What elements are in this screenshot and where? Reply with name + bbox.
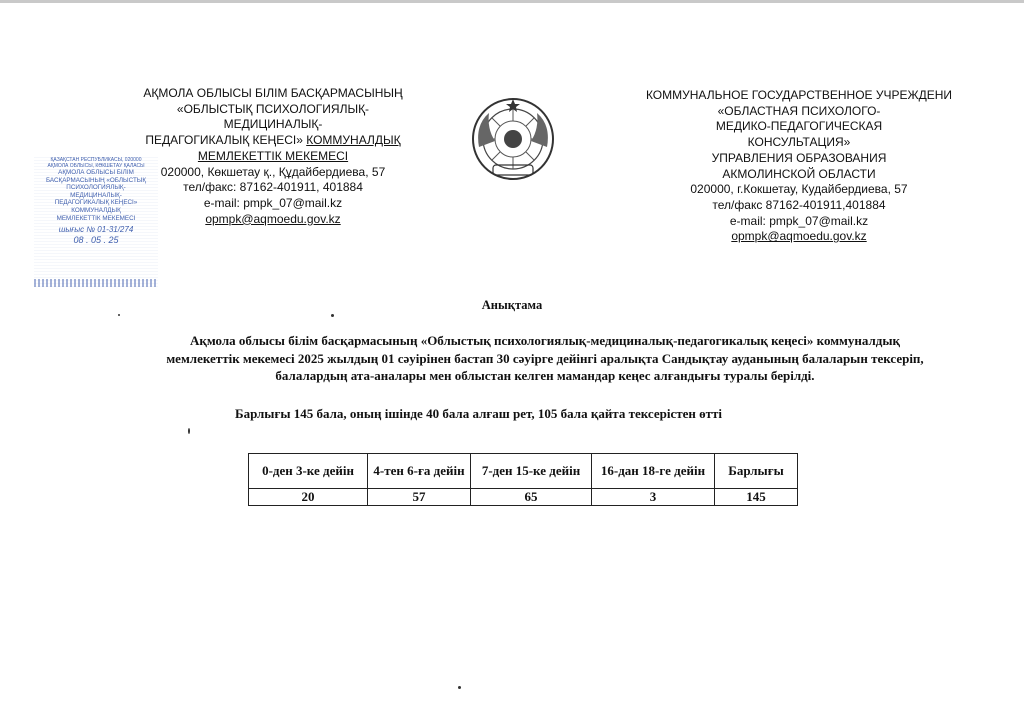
header-kz-phone: тел/факс: 87162-401911, 401884 — [183, 180, 363, 195]
col-header-4-6: 4-тен 6-ға дейін — [368, 454, 471, 489]
summary-text: Барлығы 145 бала, оның ішінде 40 бала алғаш рет, 105 бала қайта тексерістен өтті — [235, 406, 723, 421]
col-header-total: Барлығы — [715, 454, 798, 489]
header-kz-line4 — [128, 133, 418, 149]
age-stats-table — [248, 453, 798, 506]
paragraph-line2: мемлекеттік мекемесі 2025 жылдың 01 сәуірінен бастап 30 сәуірге дейінгі аралықта Сандықтау ауданының балаларын тексеріп, — [166, 350, 924, 366]
cell-16-18: 3 — [592, 489, 715, 506]
stamp-line3: АҚМОЛА ОБЛЫСЫ БІЛІМ — [58, 169, 134, 176]
table-header-row — [249, 454, 798, 489]
stamp-line7: ПЕДАГОГИКАЛЫҚ КЕҢЕСІ» — [54, 199, 138, 207]
stamp-line6: МЕДИЦИНАЛЫҚ- — [70, 191, 122, 199]
paragraph-line1: Ақмола облысы білім басқармасының «Облыстық психологиялық-медициналық-педагогикалық кеңесі» коммуналдық — [189, 333, 901, 348]
stamp-line4: БАСҚАРМАСЫНЫҢ «ОБЛЫСТЫҚ — [45, 176, 147, 184]
header-ru-email: e-mail: pmpk_07@mail.kz — [729, 213, 869, 228]
cell-7-15: 65 — [471, 489, 592, 506]
state-emblem-icon — [469, 95, 557, 183]
header-ru-line1: КОММУНАЛЬНОЕ ГОСУДАРСТВЕННОЕ УЧРЕЖДЕНИ — [645, 88, 953, 102]
header-kz-line1: АҚМОЛА ОБЛЫСЫ БІЛІМ БАСҚАРМАСЫНЫҢ — [143, 86, 403, 100]
header-russian — [640, 88, 958, 245]
header-kz-line3: МЕДИЦИНАЛЫҚ- — [223, 117, 323, 132]
header-kz-line5: МЕМЛЕКЕТТІК МЕКЕМЕСІ — [197, 148, 349, 163]
scan-speck — [331, 314, 334, 317]
header-ru-line4: КОНСУЛЬТАЦИЯ» — [747, 135, 851, 150]
document-paragraph — [120, 332, 970, 385]
stamp-line2: АҚМОЛА ОБЛЫСЫ, КӨКШЕТАУ ҚАЛАСЫ — [47, 163, 145, 169]
stamp-line5: ПСИХОЛОГИЯЛЫҚ- — [66, 184, 126, 192]
registration-stamp — [34, 157, 158, 287]
stamp-line9: МЕМЛЕКЕТТІК МЕКЕМЕСІ — [56, 214, 136, 222]
col-header-16-18: 16-дан 18-ге дейін — [592, 454, 715, 489]
header-ru-address: 020000, г.Кокшетау, Кудайбердиева, 57 — [690, 182, 908, 197]
col-header-7-15: 7-ден 15-ке дейін — [471, 454, 592, 489]
header-ru-line5: УПРАВЛЕНИЯ ОБРАЗОВАНИЯ — [711, 150, 887, 165]
header-ru-line6: АКМОЛИНСКОЙ ОБЛАСТИ — [722, 166, 876, 181]
paragraph-line3: балалардың ата-аналары мен облыстан келген мамандар кеңес алғандығы туралы берілді. — [275, 368, 815, 383]
header-kz-line2: «ОБЛЫСТЫҚ ПСИХОЛОГИЯЛЫҚ- — [176, 101, 370, 116]
scan-speck — [458, 686, 461, 689]
scan-speck — [118, 314, 120, 316]
cell-4-6: 57 — [368, 489, 471, 506]
header-kz-address: 020000, Көкшетау қ., Құдайбердиева, 57 — [160, 164, 386, 179]
header-ru-line2: «ОБЛАСТНАЯ ПСИХОЛОГО- — [717, 103, 881, 118]
cell-total: 145 — [715, 489, 798, 506]
stamp-line8: КОММУНАЛДЫҚ — [71, 206, 121, 214]
stamp-barcode — [34, 279, 158, 287]
col-header-0-3: 0-ден 3-ке дейін — [249, 454, 368, 489]
scan-edge — [0, 0, 1024, 3]
stamp-reg-number: шығыс № 01-31/274 — [58, 225, 134, 235]
header-kz-line4-underlined: КОММУНАЛДЫҚ — [306, 133, 401, 148]
header-ru-email2: opmpk@aqmoedu.gov.kz — [731, 229, 867, 244]
document-title: Анықтама — [481, 298, 543, 312]
header-kz-email: e-mail: pmpk_07@mail.kz — [203, 195, 343, 210]
stamp-reg-date: 08 . 05 . 25 — [73, 235, 119, 246]
table-row — [249, 489, 798, 506]
header-ru-line3: МЕДИКО-ПЕДАГОГИЧЕСКАЯ — [715, 119, 883, 134]
header-ru-phone: тел/факс 87162-401911,401884 — [712, 197, 886, 212]
header-kazakh — [128, 86, 418, 227]
stamp-line1: ҚАЗАҚСТАН РЕСПУБЛИКАСЫ, 020000 — [50, 157, 142, 163]
scan-speck — [188, 428, 190, 434]
cell-0-3: 20 — [249, 489, 368, 506]
header-kz-line4-text: ПЕДАГОГИКАЛЫҚ КЕҢЕСІ» — [145, 133, 303, 148]
header-kz-email2: opmpk@aqmoedu.gov.kz — [205, 211, 341, 226]
